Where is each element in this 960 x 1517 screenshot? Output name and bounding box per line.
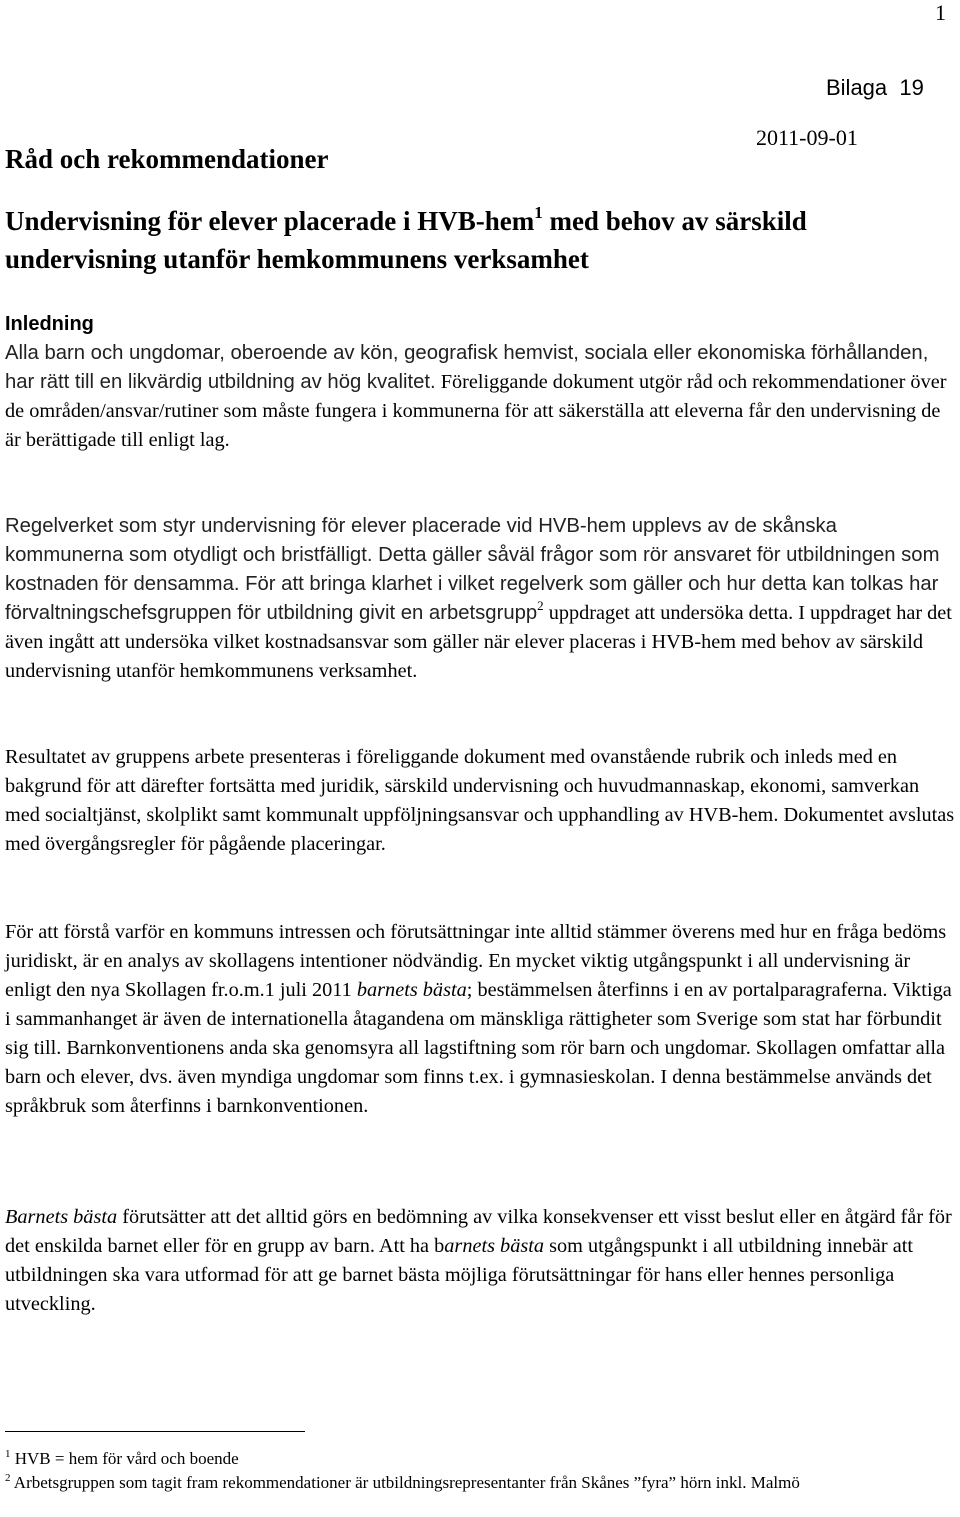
footnote-1-number: 1 [5, 1448, 11, 1460]
footnote-ref-1: 1 [534, 203, 543, 222]
footnote-1-text: HVB = hem för vård och boende [10, 1449, 239, 1468]
footnote-2-text: Arbetsgruppen som tagit fram rekommendationer är utbildningsrepresentanter från Skånes ”fyra” hörn inkl. Malmö [10, 1473, 800, 1492]
forsta-text-1: För att förstå varför en kommuns intressen och förutsättningar inte alltid stämmer överens med hur en fråga bedöms juridiskt, är en analys av skollagens intentioner nödvändig. En mycket viktig utgångspunkt i all undervisning är enligt den nya Skollagen fr.o.m.1 juli 2011 [5, 921, 947, 1001]
paragraph-forsta [5, 918, 957, 1121]
paragraph-barnets-basta [5, 1203, 957, 1319]
barnets-text-2: som utgångspunkt i all utbildning innebär att utbildningen ska vara utformad för att ge barnet bästa möjliga förutsättningar för hans eller hennes personliga utveckling. [5, 1235, 913, 1315]
footnote-2 [5, 1471, 955, 1495]
section-heading-inledning: Inledning [5, 313, 94, 335]
footnote-2-number: 2 [5, 1472, 11, 1484]
barnets-italic-1: Barnets bästa [5, 1206, 118, 1228]
regelverk-sans-text: Regelverket som styr undervisning för elever placerade vid HVB-hem upplevs av de skånska kommunerna som otydligt och bristfälligt. Detta gäller såväl frågor som rör ansvaret för utbildningen som kostnaden för densamma. För att bringa klarhet i vilket regelverk som gäller och hur detta kan tolkas har förvaltningschefsgruppen för utbildning givit en arbetsgrupp [5, 515, 940, 624]
subtitle-part1: Undervisning för elever placerade i HVB-hem [5, 206, 535, 236]
intro-sans-text: Alla barn och ungdomar, oberoende av kön, geografisk hemvist, sociala eller ekonomiska förhållanden, har rätt till en likvärdig utbildning av hög kvalitet. [5, 342, 929, 393]
barnets-italic-2: arnets bästa [444, 1235, 545, 1257]
forsta-italic: barnets bästa [356, 979, 467, 1001]
annex-label [826, 74, 924, 102]
paragraph-resultat: Resultatet av gruppens arbete presenteras i föreliggande dokument med ovanstående rubrik och inleds med en bakgrund för att därefter fortsätta med juridik, särskild undervisning och huvudmannaskap, ekonomi, samverkan med socialtjänst, skolplikt samt kommunalt uppföljningsansvar och upphandling av HVB-hem. Dokumentet avslutas med övergångsregler för pågående placeringar. [5, 746, 955, 855]
barnets-text-1: förutsätter att det alltid görs en bedömning av vilka konsekvenser ett visst beslut eller en åtgärd får för det enskilda barnet eller för en grupp av barn. Att ha b [5, 1206, 952, 1257]
intro-serif-text: Föreliggande dokument utgör råd och rekommendationer över de områden/ansvar/rutiner som måste fungera i kommunerna för att säkerställa att eleverna får den undervisning de är berättigade till enligt lag. [5, 371, 947, 451]
forsta-text-2: ; bestämmelsen återfinns i en av portalparagraferna. Viktiga i sammanhanget är även de internationella åtagandena om mänskliga rättigheter som Sverige som stat har förbundit sig till. Barnkonventionens anda ska genomsyra all lagstiftning som rör barn och ungdomar. Skollagen omfattar alla barn och elever, dvs. även myndiga ungdomar som finns t.ex. i gymnasieskolan. I denna bestämmelse används det språkbruk som återfinns i barnkonventionen. [5, 979, 952, 1117]
document-subtitle [5, 202, 950, 278]
document-date: 2011-09-01 [756, 125, 858, 150]
annex-word: Bilaga [826, 75, 888, 100]
annex-number: 19 [899, 75, 924, 100]
paragraph-intro [5, 339, 957, 455]
page-number: 1 [935, 0, 946, 25]
footnote-separator [5, 1431, 305, 1432]
document-title: Råd och rekommendationer [5, 144, 329, 174]
footnote-ref-2: 2 [537, 598, 544, 613]
regelverk-serif-text: uppdraget att undersöka detta. I uppdraget har det även ingått att undersöka vilket kostnadsansvar som gäller när elever placeras i HVB-hem med behov av särskild undervisning utanför hemkommunens verksamhet. [5, 602, 952, 682]
paragraph-regelverk [5, 512, 957, 686]
subtitle-part2: med behov av särskild undervisning utanför hemkommunens verksamhet [5, 206, 807, 274]
footnote-1 [5, 1447, 955, 1471]
